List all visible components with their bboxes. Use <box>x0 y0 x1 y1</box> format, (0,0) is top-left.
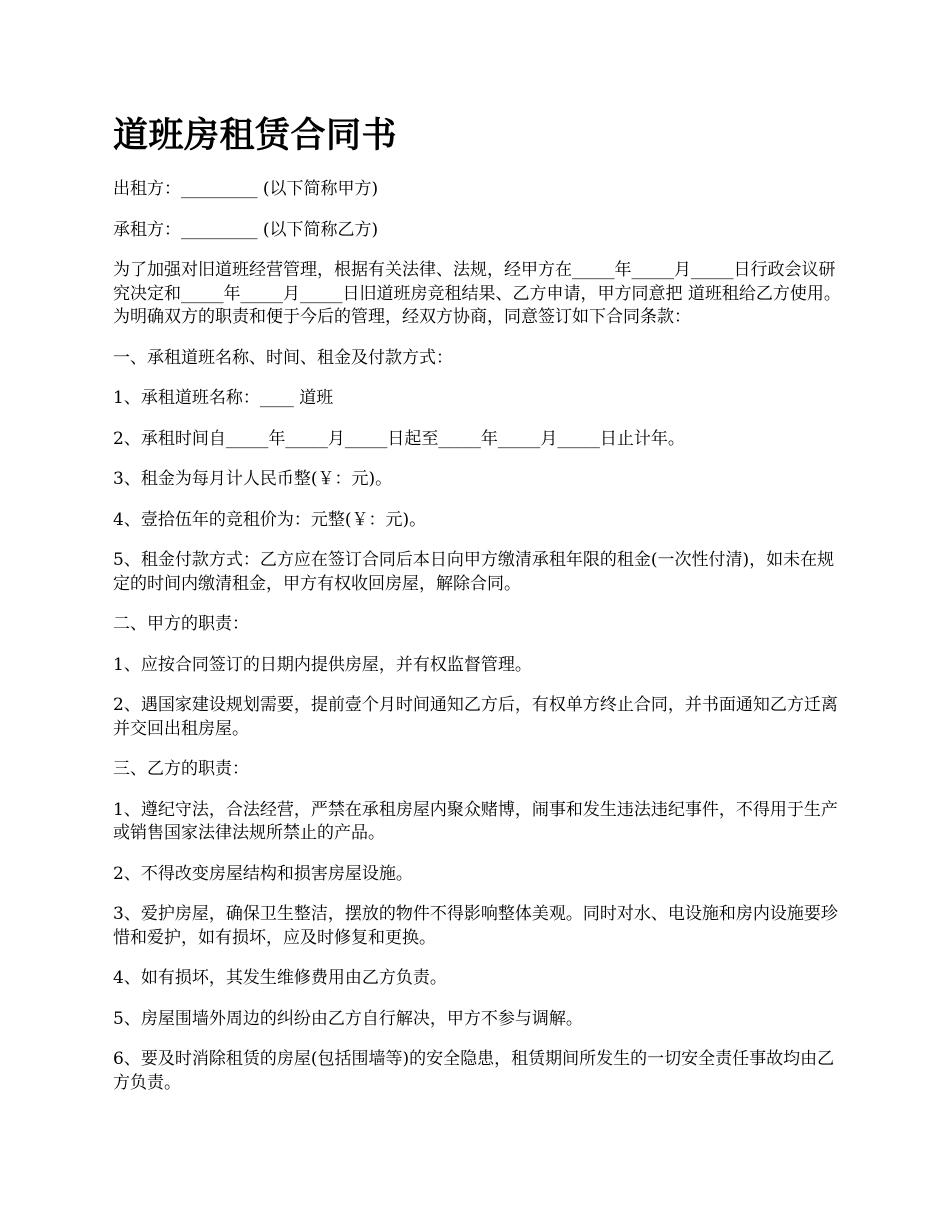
document-page <box>113 114 841 1112</box>
clause-1-2: 2、承租时间自_____年_____月_____日起至_____年_____月_____日止计年。 <box>113 428 685 449</box>
lessee-line: 承租方：_________ (以下简称乙方) <box>113 219 379 240</box>
preamble-paragraph: 为了加强对旧道班经营管理，根据有关法律、法规，经甲方在_____年_____月_____日行政会议研究决定和_____年_____月_____日旧道班房竞租结果、乙方申请，甲方同意把 道班租给乙方使用。为明确双方的职责和便于今后的管理，经双方协商，同意签订如下合同条款： <box>113 260 841 327</box>
clause-3-5: 5、房屋围墙外周边的纠纷由乙方自行解决，甲方不参与调解。 <box>113 1008 583 1029</box>
clause-1-5: 5、租金付款方式：乙方应在签订合同后本日向甲方缴清承租年限的租金(一次性付清)，如未在规定的时间内缴清租金，甲方有权收回房屋，解除合同。 <box>113 550 835 594</box>
clause-3-6: 6、要及时消除租赁的房屋(包括围墙等)的安全隐患，租赁期间所发生的一切安全责任事故均由乙方负责。 <box>113 1049 835 1093</box>
document-title: 道班房租赁合同书 <box>113 116 398 156</box>
clause-1-1: 1、承租道班名称：____ 道班 <box>113 388 334 408</box>
lessor-line: 出租方：_________ (以下简称甲方) <box>113 179 379 199</box>
clause-3-3: 3、爱护房屋，确保卫生整洁，摆放的物件不得影响整体美观。同时对水、电设施和房内设施要珍惜和爱护，如有损坏，应及时修复和更换。 <box>113 904 838 948</box>
clause-3-2: 2、不得改变房屋结构和损害房屋设施。 <box>113 863 413 884</box>
section-heading-2: 二、甲方的职责： <box>113 614 249 634</box>
clause-2-2: 2、遇国家建设规划需要，提前壹个月时间通知乙方后，有权单方终止合同，并书面通知乙方迁离并交回出租房屋。 <box>113 695 838 739</box>
section-heading-3: 三、乙方的职责： <box>113 759 249 779</box>
clause-1-4: 4、壹拾伍年的竞租价为：元整(￥：元)。 <box>113 509 427 530</box>
clause-1-3: 3、租金为每月计人民币整(￥：元)。 <box>113 469 393 489</box>
section-heading-1: 一、承租道班名称、时间、租金及付款方式： <box>113 347 453 368</box>
clause-3-4: 4、如有损坏，其发生维修费用由乙方负责。 <box>113 968 447 988</box>
clause-2-1: 1、应按合同签订的日期内提供房屋，并有权监督管理。 <box>113 654 532 675</box>
clause-3-1: 1、遵纪守法，合法经营，严禁在承租房屋内聚众赌博，闹事和发生违法违纪事件，不得用于生产或销售国家法律法规所禁止的产品。 <box>113 799 838 843</box>
